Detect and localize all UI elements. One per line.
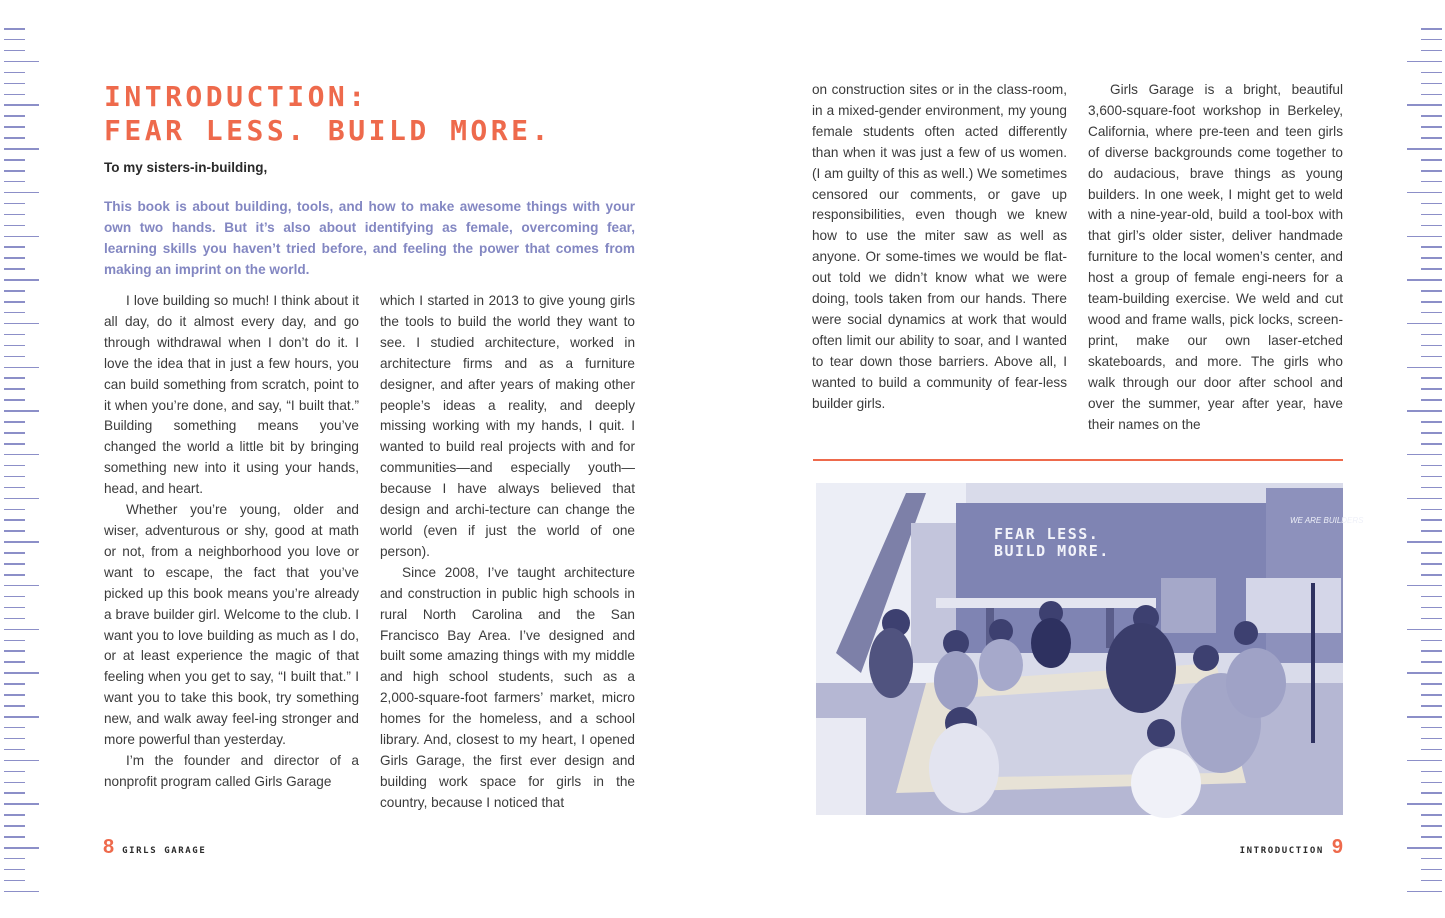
ruler-tick	[1407, 585, 1442, 587]
paragraph: which I started in 2013 to give young girls the tools to build the world they want to see. I studied architecture, worked in architecture firms and as a furniture designer, and after years of making other people’s ideas a reality, and deeply missing working with my hands, I quit. I wanted to build real projects with and for communities—and especially youth—because I have always believed that design and archi-tecture can change the world (even if just the world of one person).	[380, 293, 635, 559]
ruler-tick	[4, 498, 39, 500]
folio-left	[103, 836, 206, 859]
ruler-tick	[1421, 421, 1442, 423]
ruler-tick	[4, 83, 25, 85]
ruler-tick	[1421, 170, 1442, 172]
ruler-tick	[1421, 792, 1442, 794]
ruler-tick	[1421, 377, 1442, 379]
ruler-tick	[1421, 50, 1442, 52]
ruler-tick	[4, 509, 25, 511]
ruler-tick	[1421, 530, 1442, 532]
chapter-title-line-2: FEAR LESS. BUILD MORE.	[104, 114, 552, 147]
ruler-tick	[1407, 498, 1442, 500]
ruler-tick	[4, 388, 25, 390]
ruler-tick	[4, 115, 25, 117]
ruler-tick	[1407, 629, 1442, 631]
page-number-left: 8	[103, 836, 115, 858]
accent-divider-rule	[813, 459, 1343, 461]
ruler-tick	[1421, 257, 1442, 259]
running-head-right: INTRODUCTION	[1239, 846, 1324, 856]
ruler-tick	[1421, 334, 1442, 336]
ruler-tick	[1421, 880, 1442, 882]
ruler-tick	[1421, 607, 1442, 609]
ruler-tick	[1421, 869, 1442, 871]
ruler-tick	[1421, 771, 1442, 773]
ruler-tick	[1421, 83, 1442, 85]
ruler-tick	[4, 760, 39, 762]
ruler-tick	[4, 541, 39, 543]
ruler-tick	[4, 432, 25, 434]
ruler-tick	[1421, 268, 1442, 270]
ruler-tick	[1407, 760, 1442, 762]
workshop-photo-illustration	[816, 483, 1364, 815]
ruler-tick	[1421, 432, 1442, 434]
ruler-tick	[4, 126, 25, 128]
ruler-tick	[1421, 519, 1442, 521]
ruler-tick	[1421, 345, 1442, 347]
workshop-photo	[816, 483, 1364, 815]
ruler-tick	[1421, 159, 1442, 161]
lede-paragraph: This book is about building, tools, and how to make awesome things with your own two hands. But it’s also about identifying as female, overcoming fear, learning skills you haven’t tried before, and feeling the power that comes from making an imprint on the world.	[104, 199, 635, 277]
ruler-tick	[4, 705, 25, 707]
ruler-tick	[1407, 847, 1442, 849]
ruler-tick	[1421, 738, 1442, 740]
ruler-tick	[1421, 749, 1442, 751]
ruler-tick	[1421, 487, 1442, 489]
ruler-tick	[4, 290, 25, 292]
ruler-tick	[4, 61, 39, 63]
ruler-tick	[1407, 323, 1442, 325]
chapter-title-line-1: INTRODUCTION:	[104, 80, 369, 113]
ruler-tick	[4, 367, 39, 369]
wall-sign-line-1: FEAR LESS.	[994, 525, 1100, 543]
ruler-tick	[1421, 388, 1442, 390]
ruler-tick	[1421, 399, 1442, 401]
ruler-tick	[1407, 541, 1442, 543]
page-number-right: 9	[1331, 836, 1343, 858]
ruler-tick	[4, 749, 25, 751]
ruler-tick	[4, 618, 25, 620]
ruler-tick	[4, 782, 25, 784]
side-wall-sign: WE ARE BUILDERS	[1290, 516, 1364, 525]
ruler-tick	[4, 170, 25, 172]
ruler-tick	[1421, 509, 1442, 511]
page-edge-ruler-right	[1400, 0, 1445, 918]
ruler-tick	[1421, 443, 1442, 445]
ruler-tick	[4, 137, 25, 139]
ruler-tick	[1421, 126, 1442, 128]
ruler-tick	[1421, 246, 1442, 248]
ruler-tick	[4, 312, 25, 314]
ruler-tick	[4, 268, 25, 270]
ruler-tick	[4, 443, 25, 445]
ruler-tick	[1421, 825, 1442, 827]
ruler-tick	[4, 891, 39, 893]
running-head-left: GIRLS GARAGE	[122, 846, 207, 856]
ruler-tick	[4, 672, 39, 674]
ruler-tick	[4, 803, 39, 805]
ruler-tick	[1421, 94, 1442, 96]
ruler-tick	[1421, 694, 1442, 696]
paragraph: Since 2008, I’ve taught architecture and construction in public high schools in rural North Carolina and the San Francisco Bay Area. I’ve designed and built some amazing things with my middle and high school students, such as a 2,000-square-foot farmers’ market, micro homes for the homeless, and a school library. And, closest to my heart, I opened Girls Garage, the first ever design and building work space for girls in the country, because I noticed that	[380, 564, 635, 810]
ruler-tick	[1421, 650, 1442, 652]
ruler-tick	[1421, 552, 1442, 554]
ruler-tick	[4, 159, 25, 161]
ruler-tick	[4, 148, 39, 150]
ruler-tick	[1421, 181, 1442, 183]
paragraph: on construction sites or in the class-room, in a mixed-gender environment, my young female students often acted differently than when it was just a few of us women. (I am guilty of this as well.) We sometimes censored our comments, or gave up responsibilities, even though we knew how to use the miter saw as well as anyone. Or some-times we would be flat-out told we didn’t know what we were doing, tools taken from our hands. There were social dynamics at work that would often limit our ability to soar, and I wanted to tear down those barriers. Above all, I wanted to build a community of fear-less builder girls.	[812, 82, 1067, 411]
ruler-tick	[4, 257, 25, 259]
ruler-tick	[1421, 290, 1442, 292]
ruler-tick	[4, 640, 25, 642]
ruler-tick	[1421, 836, 1442, 838]
ruler-tick	[4, 246, 25, 248]
ruler-tick	[1421, 640, 1442, 642]
ruler-tick	[1407, 891, 1442, 893]
ruler-tick	[4, 836, 25, 838]
ruler-tick	[4, 410, 39, 412]
ruler-tick	[4, 356, 25, 358]
ruler-tick	[4, 279, 39, 281]
ruler-tick	[4, 465, 25, 467]
ruler-tick	[4, 869, 25, 871]
ruler-tick	[4, 650, 25, 652]
ruler-tick	[4, 225, 25, 227]
ruler-tick	[1421, 683, 1442, 685]
ruler-tick	[4, 596, 25, 598]
ruler-tick	[4, 792, 25, 794]
ruler-tick	[4, 574, 25, 576]
ruler-tick	[4, 203, 25, 205]
ruler-tick	[1407, 148, 1442, 150]
ruler-tick	[4, 683, 25, 685]
ruler-tick	[1421, 465, 1442, 467]
ruler-tick	[4, 487, 25, 489]
ruler-tick	[1407, 410, 1442, 412]
ruler-tick	[4, 825, 25, 827]
ruler-tick	[4, 771, 25, 773]
ruler-tick	[4, 694, 25, 696]
ruler-tick	[1421, 203, 1442, 205]
ruler-tick	[4, 399, 25, 401]
ruler-tick	[1421, 727, 1442, 729]
ruler-tick	[1407, 716, 1442, 718]
body-column-1	[104, 291, 359, 793]
ruler-tick	[4, 377, 25, 379]
ruler-tick	[4, 181, 25, 183]
page-edge-ruler-left	[0, 0, 45, 918]
ruler-tick	[4, 727, 25, 729]
paragraph: I’m the founder and director of a nonprofit program called Girls Garage	[104, 752, 359, 789]
ruler-tick	[4, 214, 25, 216]
ruler-tick	[4, 661, 25, 663]
ruler-tick	[4, 323, 39, 325]
ruler-tick	[1407, 104, 1442, 106]
ruler-tick	[4, 104, 39, 106]
ruler-tick	[1421, 301, 1442, 303]
ruler-tick	[4, 39, 25, 41]
ruler-tick	[1421, 563, 1442, 565]
ruler-tick	[1421, 39, 1442, 41]
ruler-tick	[1421, 312, 1442, 314]
ruler-tick	[4, 454, 39, 456]
ruler-tick	[1421, 858, 1442, 860]
ruler-tick	[1421, 705, 1442, 707]
paragraph: I love building so much! I think about it all day, do it almost every day, and go through withdrawal when I don’t do it. I love the idea that in just a few hours, you can build something from scratch, point to it when you’re done, and say, “I built that.” Building something means you’ve changed the world a little bit by bringing something new into it using your hands, head, and heart.	[104, 293, 359, 497]
ruler-tick	[1421, 28, 1442, 30]
body-column-3	[812, 80, 1067, 415]
ruler-tick	[4, 716, 39, 718]
ruler-tick	[1421, 574, 1442, 576]
ruler-tick	[4, 552, 25, 554]
ruler-tick	[4, 72, 25, 74]
salutation: To my sisters-in-building,	[104, 160, 268, 175]
ruler-tick	[1421, 814, 1442, 816]
ruler-tick	[1407, 236, 1442, 238]
body-column-4	[1088, 80, 1343, 435]
ruler-tick	[4, 236, 39, 238]
ruler-tick	[4, 334, 25, 336]
wall-sign-line-2: BUILD MORE.	[994, 542, 1110, 560]
ruler-tick	[1421, 476, 1442, 478]
ruler-tick	[1421, 137, 1442, 139]
ruler-tick	[4, 192, 39, 194]
ruler-tick	[1407, 454, 1442, 456]
ruler-tick	[1407, 803, 1442, 805]
ruler-tick	[4, 50, 25, 52]
body-column-2	[380, 291, 635, 814]
ruler-tick	[4, 847, 39, 849]
ruler-tick	[1407, 192, 1442, 194]
chapter-title	[104, 80, 552, 148]
ruler-tick	[4, 585, 39, 587]
ruler-tick	[4, 301, 25, 303]
ruler-tick	[1407, 279, 1442, 281]
ruler-tick	[4, 345, 25, 347]
ruler-tick	[4, 421, 25, 423]
ruler-tick	[1421, 782, 1442, 784]
ruler-tick	[4, 858, 25, 860]
ruler-tick	[4, 880, 25, 882]
ruler-tick	[4, 476, 25, 478]
ruler-tick	[4, 629, 39, 631]
ruler-tick	[4, 94, 25, 96]
ruler-tick	[1407, 367, 1442, 369]
ruler-tick	[4, 28, 25, 30]
ruler-tick	[4, 814, 25, 816]
ruler-tick	[4, 607, 25, 609]
ruler-tick	[1421, 356, 1442, 358]
ruler-tick	[1421, 214, 1442, 216]
paragraph: Whether you’re young, older and wiser, adventurous or shy, good at math or not, from a neighborhood you love or want to escape, the fact that you’ve picked up this book means you’re already a brave builder girl. Welcome to the club. I want you to love building as much as I do, or at least experience the magic of that feeling when you get to say, “I built that.” I want you to take this book, try something new, and walk away feel-ing stronger and more powerful than yesterday.	[104, 502, 359, 748]
ruler-tick	[4, 519, 25, 521]
ruler-tick	[1421, 596, 1442, 598]
ruler-tick	[1421, 115, 1442, 117]
ruler-tick	[1421, 618, 1442, 620]
ruler-tick	[4, 530, 25, 532]
paragraph: Girls Garage is a bright, beautiful 3,600-square-foot workshop in Berkeley, California, where pre-teen and teen girls of diverse backgrounds come together to do audacious, brave things as young builders. In one week, I might get to weld with a nine-year-old, build a tool-box with that girl’s older sister, deliver handmade furniture to the local women’s center, and host a group of female engi-neers for a team-building exercise. We weld and cut wood and frame walls, pick locks, screen-print, make our own laser-etched skateboards, and more. The girls who walk through our door after school and over the summer, year after year, have their names on the	[1088, 82, 1343, 432]
ruler-tick	[4, 563, 25, 565]
ruler-tick	[1407, 61, 1442, 63]
ruler-tick	[1421, 72, 1442, 74]
ruler-tick	[1421, 661, 1442, 663]
ruler-tick	[1407, 672, 1442, 674]
folio-right	[1240, 836, 1343, 859]
ruler-tick	[4, 738, 25, 740]
ruler-tick	[1421, 225, 1442, 227]
